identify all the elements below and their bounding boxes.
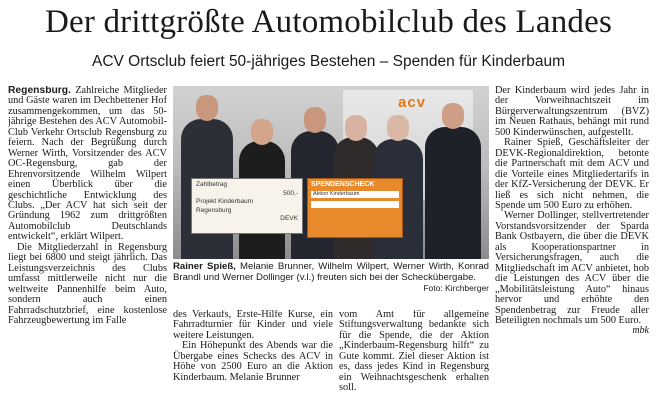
person-head bbox=[442, 103, 464, 129]
photo-caption bbox=[173, 261, 489, 301]
paragraph: Ein Höhepunkt des Abends war die Übergabe eines Schecks des ACV in Höhe von 2500 Euro an die Aktion Kinderbaum. Melanie Brunner bbox=[173, 340, 333, 383]
person-head bbox=[251, 119, 273, 145]
article-column-4 bbox=[495, 86, 649, 408]
cheque-line: Projekt Kinderbaum bbox=[196, 198, 254, 205]
author-signoff: mbk bbox=[632, 325, 649, 337]
person-head bbox=[196, 95, 218, 121]
article-column-3 bbox=[339, 310, 489, 410]
paragraph: Werner Dollinger, stellvertretender Vorstandsvorsitzender der Sparda Bank Ostbayern, die über die DEVK als Kooperationspartner in Versicherungsfragen, auch die Mitgliedschaft im ACV anbietet, hob die Leistungen des ACV über die „Mobilitätsleistung Auto“ hinaus hervor und erhöhte den Spendenbetrag zur Freude aller Beteiligten nochmals um 500 Euro. bbox=[495, 210, 649, 326]
person-head bbox=[304, 107, 326, 133]
cheque-line: Zahlbetrag bbox=[196, 181, 228, 188]
cheque-line: Regensburg bbox=[196, 206, 232, 214]
donation-cheque-title: SPENDENSCHECK bbox=[311, 181, 375, 188]
person-head bbox=[345, 115, 367, 141]
article-column-2 bbox=[173, 310, 333, 410]
paragraph-text: Zahlreiche Mitglieder und Gäste waren im Dechbettener Hof zusammengekommen, um das 50-jährige Bestehen des ACV Automobil-Club Verkehr Ortsclub Regensburg zu feiern. Nach der Begrüßung durch Werner Wirth, Vorsitzender des ACV OC-Regensburg, gab der Ehrenvorsitzende Wilhelm Wilpert einen Überblick über die geschichtliche Entwicklung des Clubs. „Der ACV hat sich seit der Gründung 1962 zum drittgrößten Automobilclub Deutschlands entwickelt“, erklärt Wilpert. bbox=[8, 86, 167, 243]
person-head bbox=[387, 115, 409, 141]
cheque-line: DEVK bbox=[280, 215, 298, 222]
article-column-1 bbox=[8, 86, 167, 408]
headline: Der drittgrößte Automobilclub des Landes bbox=[44, 4, 613, 40]
paragraph: Der Kinderbaum wird jedes Jahr in der Vorweihnachtszeit im Bürgerverwaltungszentrum (BVZ) im Neuen Rathaus, behängt mit rund 500 Kinderwünschen, aufgestellt. bbox=[495, 86, 649, 138]
cheque-amount: 500,- bbox=[283, 189, 298, 197]
caption-text: Melanie Brunner, Wilhelm Wilpert, Werner Wirth, Konrad Brandl und Werner Dollinger (v.l.) freuten sich bei der Scheckübergabe. bbox=[173, 261, 489, 283]
donation-cheque bbox=[307, 178, 403, 238]
article-photo bbox=[173, 86, 489, 259]
paragraph: Rainer Spieß, Geschäftsleiter der DEVK-Regionaldirektion, betonte die Partnerschaft mit dem ACV und die Vorteile eines Mitgliedertarifs in der KfZ-Versicherung der DEVK. Er ließ es sich nicht nehmen, die Spende um 500 Euro zu erhöhen. bbox=[495, 137, 649, 211]
photo-credit: Foto: Kirchberger bbox=[423, 283, 489, 293]
dateline: Regensburg. bbox=[8, 86, 71, 96]
cheque bbox=[191, 178, 303, 234]
acv-logo: acv bbox=[397, 94, 427, 111]
caption-name: Rainer Spieß, bbox=[173, 261, 236, 272]
person-figure bbox=[425, 127, 481, 259]
paragraph bbox=[8, 86, 167, 243]
paragraph: des Verkaufs, Erste-Hilfe Kurse, ein Fahrradturnier für Kinder und viele weitere Leistungen. bbox=[173, 310, 333, 341]
donation-cheque-field bbox=[311, 201, 399, 208]
paragraph: vom Amt für allgemeine Stiftungsverwaltung bedankte sich für die Spende, die der Aktion „Kinderbaum-Regensburg hilft“ zu Gute kommt. Ziel dieser Aktion ist es, dass jedes Kind in Regensburg ein Weihnachtsgeschenk erhalten soll. bbox=[339, 310, 489, 394]
donation-cheque-recipient: Aktion Kinderbaum bbox=[311, 191, 399, 198]
subheadline: ACV Ortsclub feiert 50-jähriges Bestehen – Spenden für Kinderbaum bbox=[91, 53, 565, 70]
paragraph: Die Mitgliederzahl in Regensburg liegt bei 6800 und steigt jährlich. Das Leistungsverzeichnis des Clubs umfasst mittlerweile nicht nur die weltweite Pannenhilfe beim Auto, sondern auch einen Fahrradschutzbrief, eine kostenlose Fahrzeugbewertung im Falle bbox=[8, 241, 167, 326]
